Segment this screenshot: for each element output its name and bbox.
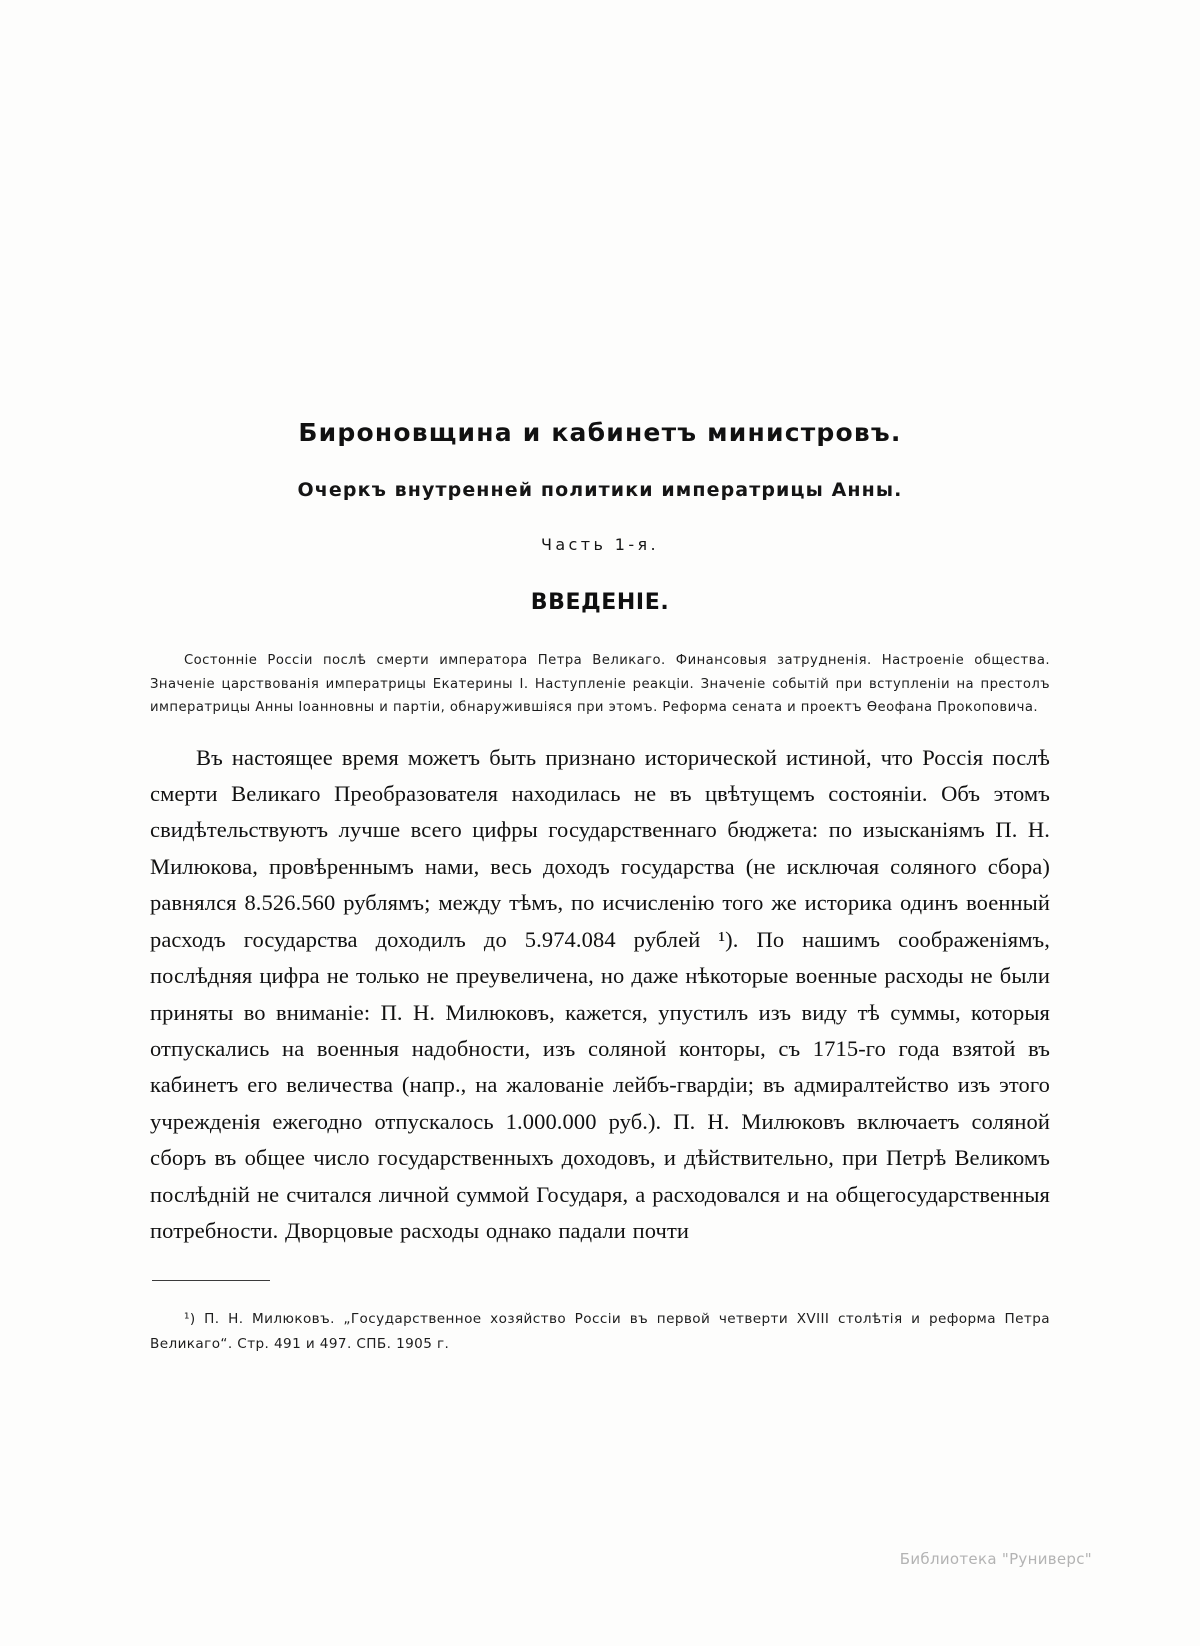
library-watermark: Библиотека "Руниверс": [899, 1550, 1092, 1568]
page-title: Бироновщина и кабинетъ министровъ.: [298, 418, 902, 447]
body-paragraph: Въ настоящее время можетъ быть признано исторической истиной, что Россія послѣ смерти Великаго Преобразователя находилась не въ цвѣтущемъ состояніи. Объ этомъ свидѣтельствуютъ лучше всего цифры государственнаго бюджета: по изысканіямъ П. Н. Милюкова, провѣреннымъ нами, весь доходъ государства (не исключая соляного сбора) равнялся 8.526.560 рублямъ; между тѣмъ, по исчисленію того же историка одинъ военный расходъ государства доходилъ до 5.974.084 рублей ¹). По нашимъ соображеніямъ, послѣдняя цифра не только не преувеличена, но даже нѣкоторые военные расходы не были приняты во вниманіе: П. Н. Милюковъ, кажется, упустилъ изъ виду тѣ суммы, которыя отпускались на военныя надобности, изъ соляной конторы, съ 1715-го года взятой въ кабинетъ его величества (напр., на жалованіе лейбъ-гвардіи; въ адмиралтейство изъ этого учрежденія ежегодно отпускалось 1.000.000 руб.). П. Н. Милюковъ включаетъ соляной сборъ въ общее число государственныхъ доходовъ, и дѣйствительно, при Петрѣ Великомъ послѣдній не считался личной суммой Государя, а расходовался и на общегосударственныя потребности. Дворцовые расходы однако падали почти: [150, 744, 1050, 1244]
footnote-divider: [152, 1280, 270, 1281]
part-label: Часть 1-я.: [540, 535, 660, 554]
abstract-paragraph: Состонніе Россіи послѣ смерти императора Петра Великаго. Финансовыя затрудненія. Настроеніе общества. Значеніе царствованія императрицы Екатерины I. Наступленіе реакціи. Значеніе событій при вступленіи на престолъ императрицы Анны Іоанновны и партіи, обнаружившіяся при этомъ. Реформа сената и проектъ Ѳеофана Прокоповича.: [150, 653, 1050, 715]
page-content: [150, 0, 1050, 1371]
page-subtitle: Очеркъ внутренней политики императрицы Анны.: [297, 479, 903, 501]
section-heading-introduction: ВВЕДЕНІЕ.: [530, 590, 670, 615]
footnote-text: ¹) П. Н. Милюковъ. „Государственное хозяйство Россіи въ первой четверти XVIII столѣтія и реформа Петра Великаго“. Стр. 491 и 497. СПБ. 1905 г.: [150, 1310, 1050, 1352]
